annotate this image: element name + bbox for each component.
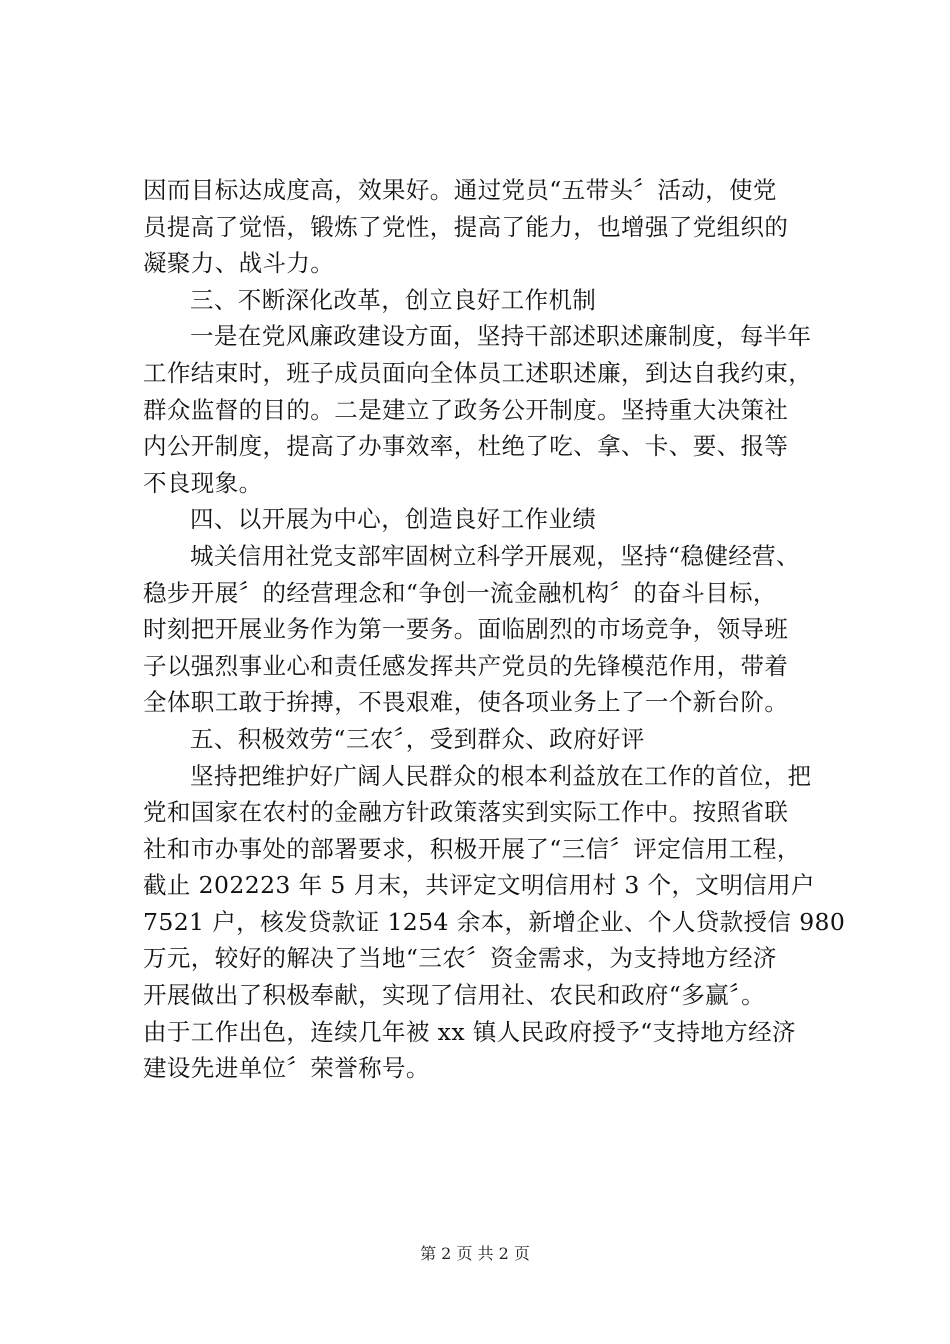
text-line: 稳步开展〞的经营理念和“争创一流金融机构〞的奋斗目标， <box>143 578 777 607</box>
text-line: 不良现象。 <box>143 468 263 497</box>
text-line: 全体职工敢于拚搏，不畏艰难，使各项业务上了一个新台阶。 <box>143 688 789 717</box>
page-footer: 第 2 页 共 2 页 <box>420 1244 530 1263</box>
text-line: 内公开制度，提高了办事效率，杜绝了吃、拿、卡、要、报等 <box>143 432 789 461</box>
text-line: 子以强烈事业心和责任感发挥共产党员的先锋模范作用，带着 <box>143 651 789 680</box>
text-line: 7521 户，核发贷款证 1254 余本，新增企业、个人贷款授信 980 <box>143 907 846 936</box>
text-line: 党和国家在农村的金融方针政策落实到实际工作中。按照省联 <box>143 798 789 827</box>
text-line: 四、以开展为中心，创造良好工作业绩 <box>190 505 597 534</box>
text-line: 建设先进单位〞荣誉称号。 <box>143 1054 430 1083</box>
text-line: 员提高了觉悟，锻炼了党性，提高了能力，也增强了党组织的 <box>143 212 789 241</box>
text-line: 城关信用社党支部牢固树立科学开展观，坚持“稳健经营、 <box>190 541 800 570</box>
text-line: 凝聚力、战斗力。 <box>143 249 335 278</box>
document-body <box>143 172 846 1087</box>
text-line: 时刻把开展业务作为第一要务。面临剧烈的市场竞争，领导班 <box>143 615 789 644</box>
text-line: 截止 202223 年 5 月末，共评定文明信用村 3 个，文明信用户 <box>143 871 815 900</box>
text-line: 工作结束时，班子成员面向全体员工述职述廉，到达自我约束， <box>143 358 813 387</box>
text-line: 由于工作出色，连续几年被 xx 镇人民政府授予“支持地方经济 <box>143 1017 796 1046</box>
text-line: 五、积极效劳“三农〞，受到群众、政府好评 <box>190 724 645 753</box>
text-line: 一是在党风廉政建设方面，坚持干部述职述廉制度，每半年 <box>190 322 812 351</box>
text-line: 万元，较好的解决了当地“三农〞资金需求，为支持地方经济 <box>143 944 777 973</box>
text-line: 因而目标达成度高，效果好。通过党员“五带头〞活动，使党 <box>143 176 777 204</box>
text-line: 坚持把维护好广阔人民群众的根本利益放在工作的首位，把 <box>190 761 812 790</box>
text-line: 开展做出了积极奉献，实现了信用社、农民和政府“多赢〞。 <box>143 981 766 1010</box>
text-line: 社和市办事处的部署要求，积极开展了“三信〞评定信用工程， <box>143 834 801 863</box>
text-line: 三、不断深化改革，创立良好工作机制 <box>190 285 597 314</box>
text-line: 群众监督的目的。二是建立了政务公开制度。坚持重大决策社 <box>143 395 789 424</box>
